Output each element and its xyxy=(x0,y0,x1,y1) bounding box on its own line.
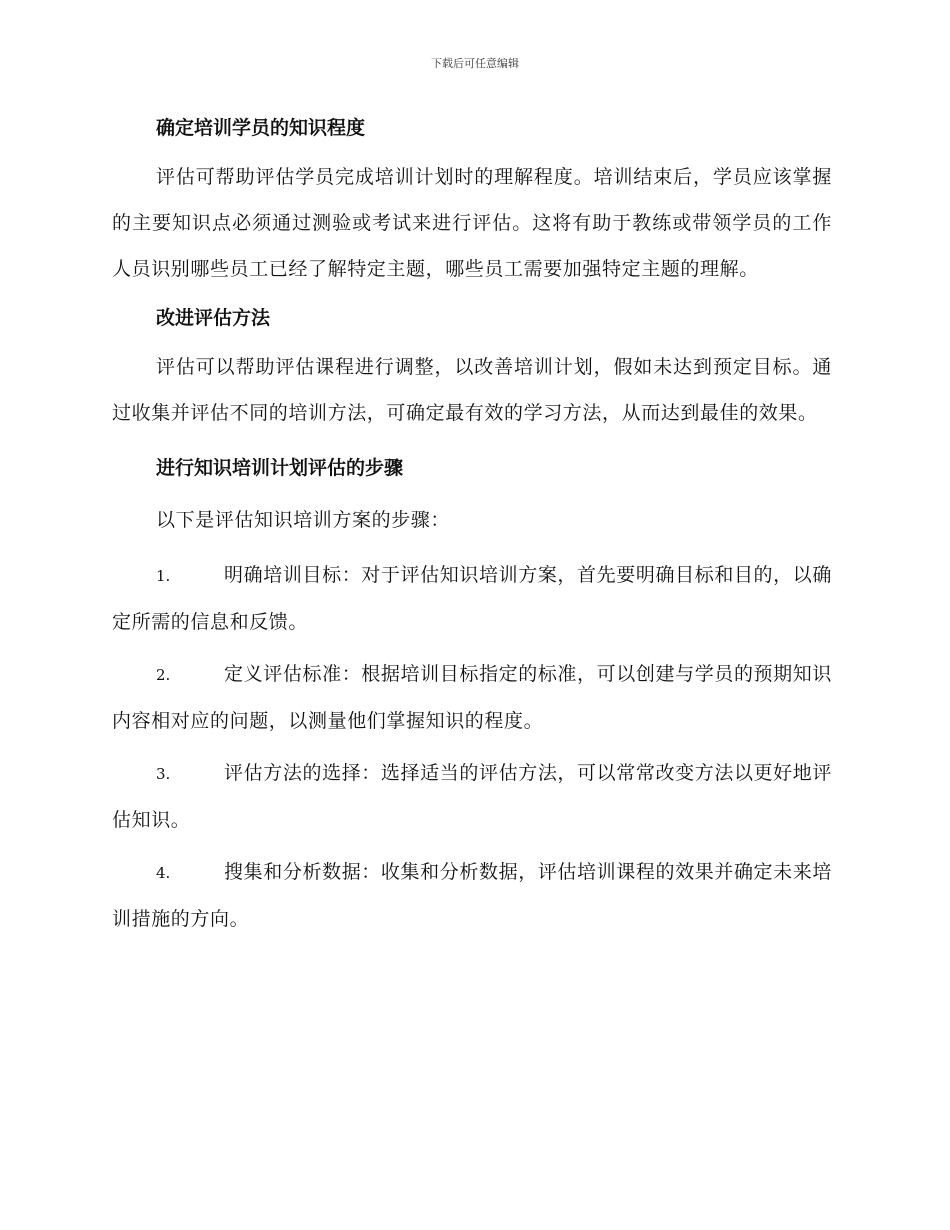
list-item-text: 搜集和分析数据：收集和分析数据，评估培训课程的效果并确定未来培训措施的方向。 xyxy=(112,861,832,930)
list-item xyxy=(112,651,832,744)
list-item-text: 定义评估标准：根据培训目标指定的标准，可以创建与学员的预期知识内容相对应的问题，以测量他们掌握知识的程度。 xyxy=(112,663,832,732)
list-item xyxy=(112,849,832,942)
header-note: 下载后可任意编辑 xyxy=(431,57,519,70)
list-item-number: 2. xyxy=(156,666,171,684)
document-body xyxy=(112,108,832,942)
section-heading-evaluation-steps: 进行知识培训计划评估的步骤 xyxy=(156,457,404,479)
list-item xyxy=(112,552,832,645)
section-heading-knowledge-level: 确定培训学员的知识程度 xyxy=(156,117,366,139)
list-item-number: 4. xyxy=(156,864,171,882)
section-paragraph-knowledge-level: 评估可帮助评估学员完成培训计划时的理解程度。培训结束后，学员应该掌握的主要知识点必须通过测验或考试来进行评估。这将有助于教练或带领学员的工作人员识别哪些员工已经了解特定主题，哪些员工需要加强特定主题的理解。 xyxy=(112,166,832,280)
section-paragraph-improve-methods: 评估可以帮助评估课程进行调整，以改善培训计划，假如未达到预定目标。通过收集并评估不同的培训方法，可确定最有效的学习方法，从而达到最佳的效果。 xyxy=(112,356,832,424)
list-item-number: 1. xyxy=(156,567,171,585)
section-heading-improve-methods: 改进评估方法 xyxy=(156,307,271,329)
list-item xyxy=(112,750,832,843)
list-item-text: 明确培训目标：对于评估知识培训方案，首先要明确目标和目的，以确定所需的信息和反馈。 xyxy=(112,564,832,633)
list-item-text: 评估方法的选择：选择适当的评估方法，可以常常改变方法以更好地评估知识。 xyxy=(112,762,832,831)
section-paragraph-evaluation-steps: 以下是评估知识培训方案的步骤： xyxy=(156,509,451,531)
list-item-number: 3. xyxy=(156,765,171,783)
